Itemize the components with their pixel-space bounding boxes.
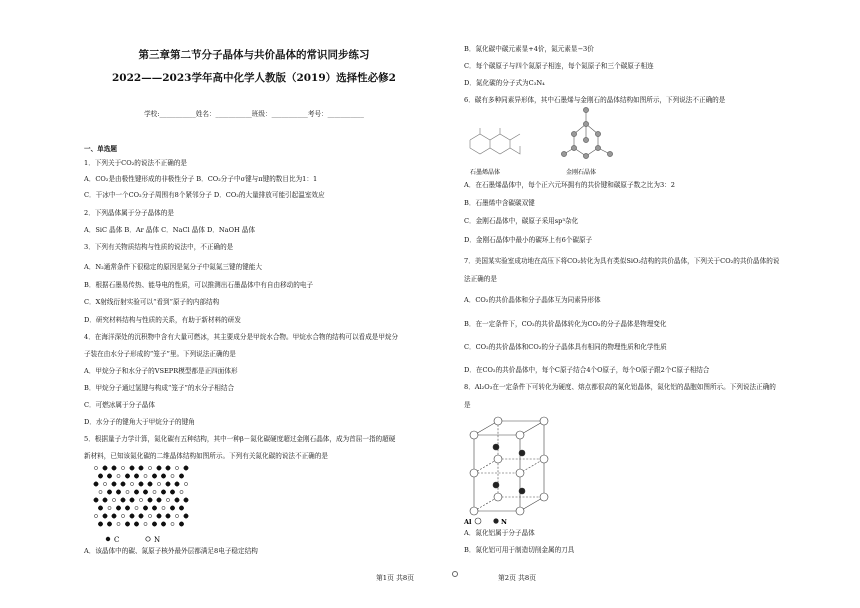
lattice-atom <box>148 498 152 502</box>
question-text: 法正确的是 <box>464 275 497 283</box>
lattice-atom <box>130 482 133 485</box>
page-number-right: 第2页 共8页 <box>498 574 536 582</box>
lattice-atom <box>125 522 129 526</box>
lattice-atom <box>112 466 116 470</box>
legend-n-marker <box>493 518 498 523</box>
lattice-atom <box>144 474 147 477</box>
answer-option: A．甲烷分子和水分子的VSEPR模型都是正四面体形 <box>84 367 238 375</box>
lattice-atom <box>117 522 120 525</box>
lattice-atom <box>116 506 120 510</box>
legend-al-label: Al <box>464 518 472 526</box>
lattice-atom <box>161 490 165 494</box>
answer-option: A．该晶体中的碳、氮原子核外最外层都满足8电子稳定结构 <box>84 547 258 555</box>
lattice-atom <box>125 474 129 478</box>
answer-option: A．在石墨烯晶体中，每个正六元环拥有的共价键和碳原子数之比为3：2 <box>464 181 675 189</box>
answer-option: D．在CO₂的共价晶体中，每个C原子结合4个O原子，每个O原子跟2个C原子相结合 <box>464 366 710 374</box>
question-text: 5．根据量子力学计算，氮化碳有五种结构，其中一种β－氮化碳硬度超过金刚石晶体，成为首屈一指的超硬 <box>84 435 396 443</box>
lattice-atom <box>121 514 124 517</box>
answer-option: C．CO₂的共价晶体和CO₂的分子晶体具有相同的物理性质和化学性质 <box>464 343 667 351</box>
question-text: 子装在由水分子形成的“笼子”里。下列说法正确的是 <box>84 350 236 358</box>
answer-option: C．干冰中一个CO₂分子周围有8个紧邻分子 D．CO₂的大量排放可能引起温室效应 <box>84 191 325 199</box>
lattice-atom <box>175 466 178 469</box>
page-title: 第三章第二节分子晶体与共价晶体的常识同步练习 <box>138 49 370 61</box>
lattice-atom <box>157 498 161 502</box>
lattice-atom <box>107 522 111 526</box>
lattice-atom <box>98 474 102 478</box>
legend-carbon-label: C <box>114 536 120 544</box>
lattice-atom <box>152 474 156 478</box>
question-text: 8．Al₂O₃在一定条件下可转化为硬度、熔点都很高的氮化铝晶体，氮化铝的晶胞如图所示。下列说法正确的 <box>464 383 776 391</box>
unit-cell-frame <box>474 421 544 511</box>
lattice-atom <box>143 490 147 494</box>
legend-al-marker <box>475 518 481 524</box>
carbon-nitride-lattice-figure <box>90 464 194 544</box>
lattice-atom <box>94 498 98 502</box>
lattice-atom <box>139 498 142 501</box>
lattice-atoms <box>94 466 188 526</box>
lattice-atom <box>112 482 116 486</box>
lattice-atom <box>121 466 124 469</box>
lattice-atom <box>144 522 147 525</box>
lattice-atom <box>170 490 174 494</box>
lattice-atom <box>143 506 147 510</box>
answer-option: A．CO₂是由极性键形成的非极性分子 B．CO₂分子中σ键与π键的数目比为1：1 <box>84 175 318 183</box>
lattice-atom <box>126 490 129 493</box>
lattice-atom <box>94 466 97 469</box>
lattice-atom <box>157 482 160 485</box>
lattice-atom <box>166 498 169 501</box>
lattice-atom <box>175 498 179 502</box>
lattice-atom <box>175 514 178 517</box>
lattice-atom <box>121 482 125 486</box>
answer-option: D．研究材料结构与性质的关系，有助于新材料的研发 <box>84 316 241 324</box>
lattice-atom <box>98 522 102 526</box>
lattice-atom <box>184 482 187 485</box>
lattice-atom <box>139 482 143 486</box>
answer-option: D．氮化碳的分子式为C₃N₄ <box>464 79 545 87</box>
lattice-atom <box>171 522 174 525</box>
lattice-atom <box>161 474 165 478</box>
lattice-atom <box>103 466 107 470</box>
lattice-atom <box>184 514 188 518</box>
answer-option: C．X射线衍射实验可以“看到”原子的内部结构 <box>84 298 220 306</box>
lattice-atom <box>171 474 174 477</box>
question-text: 6．碳有多种同素异形体，其中石墨烯与金刚石的晶体结构如图所示，下列说法不正确的是 <box>464 96 726 104</box>
lattice-atom <box>103 514 107 518</box>
answer-option: B．氮化碳中碳元素显+4价，氮元素显−3价 <box>464 45 594 53</box>
graphene-figure <box>466 118 530 178</box>
lattice-atom <box>166 514 170 518</box>
lattice-atom <box>139 514 143 518</box>
legend-n-label: N <box>501 518 507 526</box>
answer-option: B．石墨烯中含碳碳双键 <box>464 199 535 207</box>
answer-option: C．可燃冰属于分子晶体 <box>84 401 155 409</box>
question-text: 是 <box>464 401 471 409</box>
lattice-atom <box>130 498 134 502</box>
page-subtitle: 2022——2023学年高中化学人教版（2019）选择性必修2 <box>112 72 396 84</box>
answer-option: D．水分子的键角大于甲烷分子的键角 <box>84 418 195 426</box>
lattice-atom <box>153 490 156 493</box>
unit-cell-atoms <box>470 417 548 515</box>
student-info: 学校:___________姓名：___________班级：___________考号：___________ <box>144 110 364 118</box>
lattice-atom <box>148 514 151 517</box>
lattice-atom <box>121 498 125 502</box>
page-separator-icon <box>452 571 458 577</box>
lattice-atom <box>130 514 134 518</box>
lattice-atom <box>107 490 111 494</box>
legend-nitrogen-marker <box>146 537 150 541</box>
lattice-atom <box>161 522 165 526</box>
answer-option: B．根据石墨易传热、能导电的性质，可以推测出石墨晶体中有自由移动的电子 <box>84 281 314 289</box>
lattice-atom <box>179 522 183 526</box>
section-heading: 一、单选题 <box>84 145 117 153</box>
lattice-atom <box>152 522 156 526</box>
lattice-atom <box>162 506 165 509</box>
lattice-atom <box>179 474 183 478</box>
answer-option: B．氮化铝可用于制造切削金属的刀具 <box>464 546 575 554</box>
diamond-figure <box>558 104 618 178</box>
lattice-atom <box>135 506 138 509</box>
question-text: 7．美国某实验室成功地在高压下将CO₂转化为具有类似SiO₂结构的共价晶体，下列关于CO₂的共价晶体的说 <box>464 257 780 265</box>
lattice-atom <box>157 514 161 518</box>
lattice-atom <box>112 498 115 501</box>
lattice-atom <box>134 490 138 494</box>
lattice-atom <box>134 522 138 526</box>
question-text: 1．下列关于CO₂的说法不正确的是 <box>84 159 188 167</box>
lattice-atom <box>107 474 111 478</box>
question-text: 新材料，已知该氮化碳的二维晶体结构如图所示。下列有关氮化碳的说法不正确的是 <box>84 452 328 460</box>
question-text: 4．在海洋深处的沉积物中含有大量可燃冰，其主要成分是甲烷水合物。甲烷水合物的结构可以看成是甲烷分 <box>84 333 399 341</box>
lattice-atom <box>103 482 106 485</box>
question-text: 3．下列有关物质结构与性质的说法中，不正确的是 <box>84 243 234 251</box>
lattice-atom <box>139 466 143 470</box>
lattice-atom <box>98 506 102 510</box>
lattice-atom <box>148 482 152 486</box>
lattice-atom <box>116 490 120 494</box>
answer-option: C．金刚石晶体中，碳原子采用sp³杂化 <box>464 217 579 225</box>
graphene-caption: 石墨烯晶体 <box>470 169 501 176</box>
answer-option: B．甲烷分子通过氢键与构成“笼子”的水分子相结合 <box>84 384 235 392</box>
lattice-atom <box>103 498 107 502</box>
answer-option: D．金刚石晶体中最小的碳环上有6个碳原子 <box>464 236 593 244</box>
answer-option: A．氮化铝属于分子晶体 <box>464 529 535 537</box>
answer-option: A．SiC 晶体 B．Ar 晶体 C．NaCl 晶体 D．NaOH 晶体 <box>84 226 256 234</box>
lattice-atom <box>179 506 183 510</box>
question-text: 2．下列晶体属于分子晶体的是 <box>84 209 174 217</box>
answer-option: B．在一定条件下，CO₂的共价晶体转化为CO₂的分子晶体是物理变化 <box>464 320 667 328</box>
lattice-atom <box>94 482 98 486</box>
graphene-sheet <box>470 128 520 154</box>
lattice-atom <box>112 514 116 518</box>
lattice-atom <box>152 506 156 510</box>
lattice-atom <box>157 466 161 470</box>
lattice-atom <box>166 482 170 486</box>
answer-option: A．N₂通常条件下很稳定的原因是氮分子中氮氮三键的键能大 <box>84 263 263 271</box>
lattice-atom <box>99 490 102 493</box>
lattice-atom <box>148 466 151 469</box>
diamond-caption: 金刚石晶体 <box>566 169 597 176</box>
lattice-atom <box>117 474 120 477</box>
lattice-atom <box>184 498 188 502</box>
lattice-atom <box>166 466 170 470</box>
legend-nitrogen-label: N <box>154 536 161 544</box>
answer-option: A．CO₂的共价晶体和分子晶体互为同素异形体 <box>464 296 601 304</box>
lattice-atom <box>180 490 183 493</box>
lattice-atom <box>170 506 174 510</box>
lattice-atom <box>184 466 188 470</box>
lattice-atom <box>125 506 129 510</box>
diamond-lattice <box>561 107 612 158</box>
lattice-atom <box>108 506 111 509</box>
legend-carbon-marker <box>106 537 110 541</box>
lattice-atom <box>175 482 179 486</box>
answer-option: C．每个碳原子与四个氮原子相连，每个氮原子和三个碳原子相连 <box>464 62 654 70</box>
lattice-atom <box>94 514 97 517</box>
aluminum-nitride-cell-figure <box>464 413 550 527</box>
lattice-atom <box>134 474 138 478</box>
page-number-left: 第1页 共8页 <box>376 574 414 582</box>
lattice-atom <box>130 466 134 470</box>
